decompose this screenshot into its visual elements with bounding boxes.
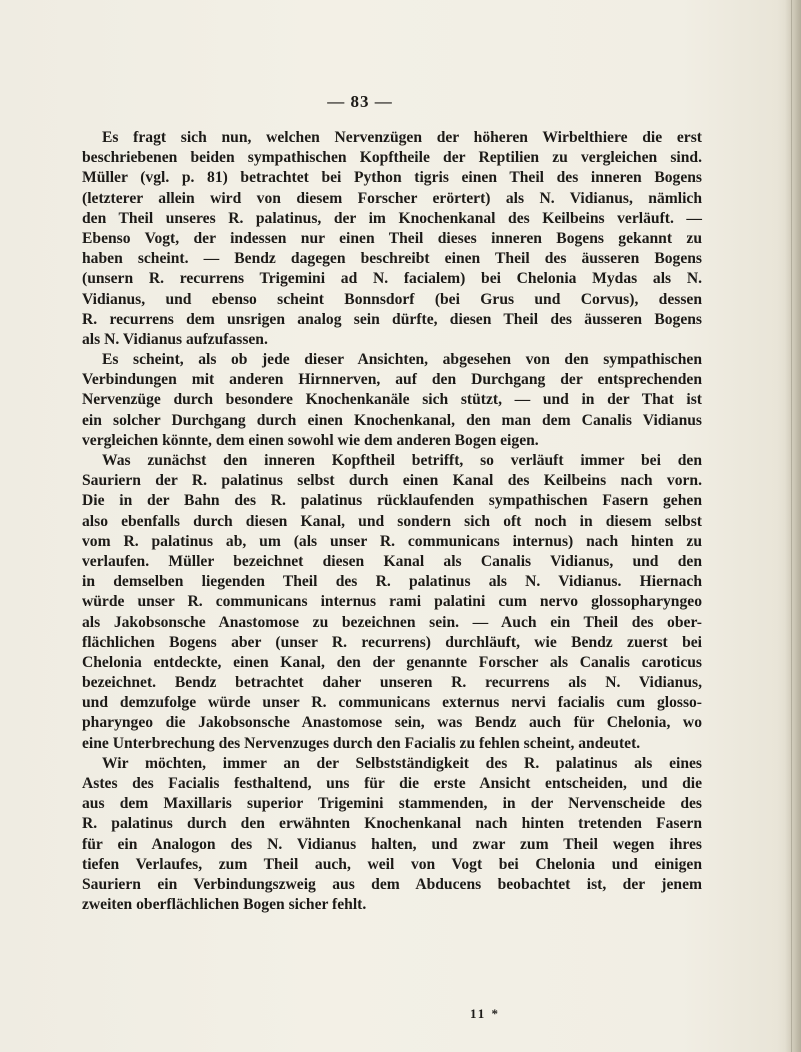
text-line: bezeichnet. Bendz betrachtet daher unseren R. recurrens als N. Vidianus, (82, 674, 702, 692)
text-line: Sauriern ein Verbindungszweig aus dem Abducens beobachtet ist, der jenem (82, 875, 702, 893)
text-line: und demzufolge würde unser R. communicans externus nervi facialis cum glosso- (82, 694, 702, 712)
text-line: vergleichen könnte, dem einen sowohl wie dem anderen Bogen eigen. (82, 431, 539, 449)
page-edge-line (791, 0, 792, 1052)
signature-mark: 11 * (470, 1006, 501, 1021)
text-line: haben scheint. — Bendz dagegen beschreibt einen Theil des äusseren Bogens (82, 250, 702, 268)
text-line: Was zunächst den inneren Kopftheil betrifft, so verläuft immer bei den (102, 452, 702, 469)
page-number: — 83 — (327, 92, 393, 111)
text-line: flächlichen Bogens aber (unser R. recurrens) durchläuft, wie Bendz zuerst bei (82, 633, 702, 651)
text-line: zweiten oberflächlichen Bogen sicher fehlt. (82, 896, 367, 914)
text-line: eine Unterbrechung des Nervenzuges durch den Facialis zu fehlen scheint, andeutet. (82, 734, 641, 752)
text-line: aus dem Maxillaris superior Trigemini stammenden, in der Nervenscheide des (82, 795, 702, 813)
text-line: R. recurrens dem unsrigen analog sein dürfte, diesen Theil des äusseren Bogens (82, 310, 702, 328)
text-line: Astes des Facialis festhaltend, uns für die erste Ansicht entscheiden, und die (82, 775, 702, 792)
text-line: R. palatinus durch den erwähnten Knochenkanal nach hinten tretenden Fasern (82, 815, 702, 833)
text-line: Vidianus, und ebenso scheint Bonnsdorf (bei Grus und Corvus), dessen (82, 290, 702, 308)
text-line: Müller (vgl. p. 81) betrachtet bei Python tigris einen Theil des inneren Bogens (82, 169, 702, 187)
text-line: ein solcher Durchgang durch einen Knochenkanal, den man dem Canalis Vidianus (82, 411, 702, 429)
body-text (82, 128, 702, 915)
text-line: verlaufen. Müller bezeichnet diesen Kanal als Canalis Vidianus, und den (82, 552, 702, 570)
page-edge-shadow (785, 0, 801, 1052)
text-line: (unsern R. recurrens Trigemini ad N. facialem) bei Chelonia Mydas als N. (82, 270, 702, 288)
text-line: den Theil unseres R. palatinus, der im Knochenkanal des Keilbeins verläuft. — (82, 209, 702, 227)
text-line: Sauriern der R. palatinus selbst durch einen Kanal des Keilbeins nach vorn. (82, 472, 702, 490)
text-line: Ebenso Vogt, der indessen nur einen Theil dieses inneren Bogens gekannt zu (82, 229, 702, 247)
text-line: (letzterer allein wird von diesem Forscher erörtert) als N. Vidianus, nämlich (82, 189, 702, 207)
text-line: Die in der Bahn des R. palatinus rücklaufenden sympathischen Fasern gehen (82, 492, 702, 510)
text-line: als N. Vidianus aufzufassen. (82, 330, 268, 348)
text-line: für ein Analogon des N. Vidianus halten, und zwar zum Theil wegen ihres (82, 835, 702, 853)
text-line: also ebenfalls durch diesen Kanal, und sondern sich oft noch in diesem selbst (82, 512, 702, 530)
text-line: Wir möchten, immer an der Selbstständigkeit des R. palatinus als eines (102, 754, 702, 772)
text-line: Chelonia entdeckte, einen Kanal, den der genannte Forscher als Canalis caroticus (82, 653, 702, 671)
text-line: beschriebenen beiden sympathischen Kopftheile der Reptilien zu vergleichen sind. (82, 149, 702, 167)
text-line: pharyngeo die Jakobsonsche Anastomose sein, was Bendz auch für Chelonia, wo (82, 714, 702, 732)
text-line: in demselben liegenden Theil des R. palatinus als N. Vidianus. Hiernach (82, 573, 702, 591)
text-line: Es scheint, als ob jede dieser Ansichten, abgesehen von den sympathischen (102, 351, 702, 369)
text-line: als Jakobsonsche Anastomose zu bezeichnen sein. — Auch ein Theil des ober- (82, 613, 702, 631)
text-line: vom R. palatinus ab, um (als unser R. communicans internus) nach hinten zu (82, 532, 702, 550)
text-line: Nervenzüge durch besondere Knochenkanäle sich stützt, — und in der That ist (82, 391, 702, 409)
text-line: tiefen Verlaufes, zum Theil auch, weil von Vogt bei Chelonia und einigen (82, 855, 702, 873)
text-line: Es fragt sich nun, welchen Nervenzügen der höheren Wirbelthiere die erst (102, 129, 702, 146)
text-line: würde unser R. communicans internus rami palatini cum nervo glossopharyngeo (82, 593, 702, 611)
text-line: Verbindungen mit anderen Hirnnerven, auf den Durchgang der entsprechenden (82, 371, 702, 389)
